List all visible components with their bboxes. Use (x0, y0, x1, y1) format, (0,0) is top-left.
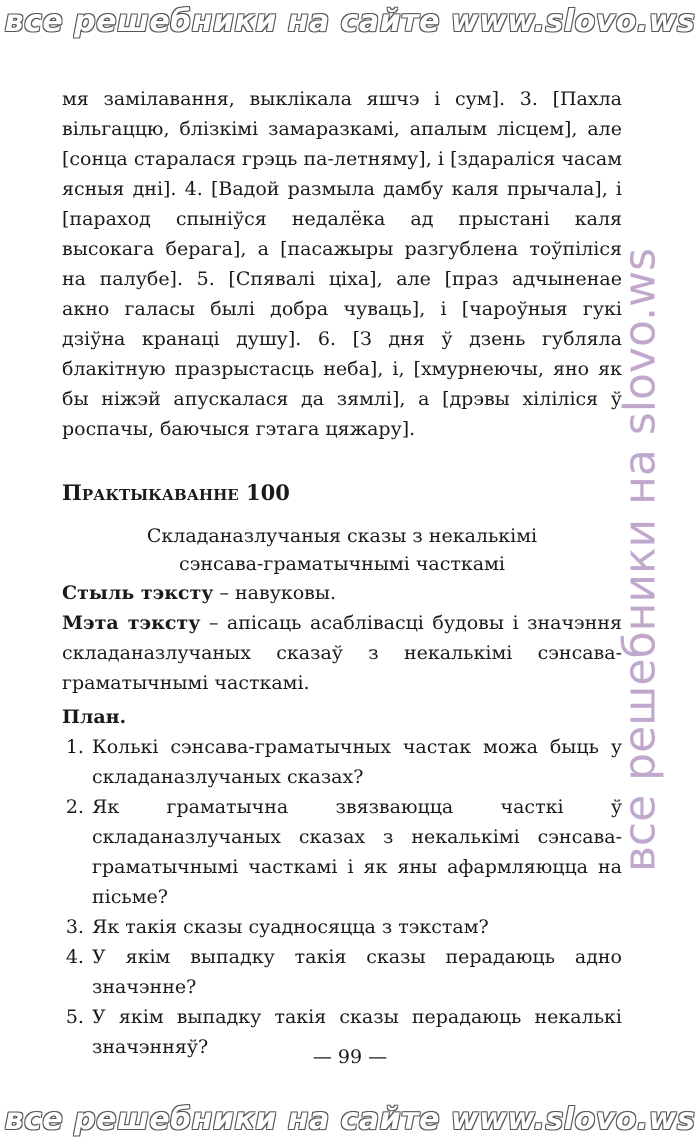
plan-list (62, 732, 622, 1062)
plan-item: 1. Колькі сэнсава-граматычных частак можа быць у складаназлучаных сказах? (90, 732, 622, 792)
plan-item: 3. Як такія сказы суадносяцца з тэкстам? (90, 912, 622, 942)
style-value: – навуковы. (213, 582, 337, 604)
page-content (62, 84, 622, 1062)
watermark-bottom: все решебники на сайте www.slovo.ws (4, 1102, 696, 1137)
plan-item: 4. У якім выпадку такія сказы перадаюць адно значэнне? (90, 942, 622, 1002)
continuation-paragraph: мя замілавання, выклікала яшчэ і сум]. 3. [Пахла вільгаццю, блізкімі замаразкамі, апалым лісцем], але [сонца старалася грэць па-летняму], і [здараліся часам ясныя дні]. 4. [Вадой размыла дамбу каля прычала], і [параход спыніўся недалёка ад прыстані каля высокага берага], а [пасажыры разгублена тоўпіліся на палубе]. 5. [Спявалі ціха], але [праз адчыненае акно галасы былі добра чуваць], і [чароўныя гукі дзіўна кранаці душу]. 6. [З дня ў дзень губляла блакітную празрыстасць неба], і, [хмурнеючы, яно як бы ніжэй апускалася да зямлі], а [дрэвы хіліліся ў роспачы, баючыся гэтага цяжару]. (62, 88, 622, 440)
page-number: — 99 — (312, 1046, 388, 1068)
style-label: Стыль тэксту (62, 582, 214, 604)
goal-line (62, 608, 622, 698)
plan-item: 2. Як граматычна звязваюцца часткі ў складаназлучаных сказах з некалькімі сэнсава-граматычнымі часткамі і як яны афармляюцца на пісьме? (90, 792, 622, 912)
goal-value: – апісаць асаблівасці будовы і значэння складаназлучаных сказаў з некалькімі сэнсава-граматычнымі часткамі. (62, 612, 622, 694)
watermark-side-text: все решебники на slovo.ws (614, 247, 666, 873)
plan-item: 5. У якім выпадку такія сказы перадаюць некалькі значэнняў? (90, 1002, 622, 1062)
topic-line-2: сэнсава-граматычнымі часткамі (179, 553, 505, 575)
plan-title: План. (62, 706, 127, 728)
watermark-top: все решебники на сайте www.slovo.ws (4, 4, 696, 39)
topic-line-1: Складаназлучаныя сказы з некалькімі (146, 525, 538, 547)
goal-label: Мэта тэксту (62, 612, 201, 634)
style-line (62, 578, 622, 608)
exercise-heading: Практыкаванне 100 (62, 480, 290, 505)
